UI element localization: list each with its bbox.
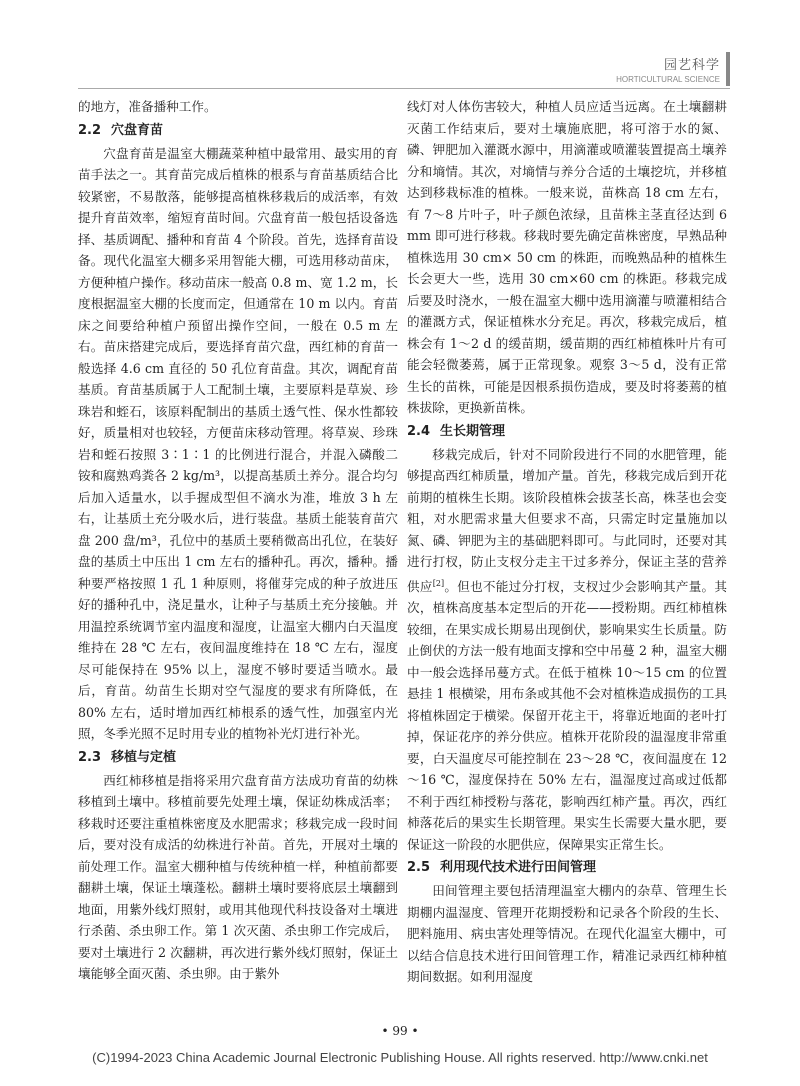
page-number: • 99 •	[381, 1024, 419, 1038]
section-heading-2-5: 2.5 利用现代技术进行田间管理	[407, 860, 597, 876]
paragraph: 穴盘育苗是温室大棚蔬菜种植中最常用、最实用的育苗手法之一。其育苗完成后植株的根系与育苗基质结合比较紧密，不易散落，能够提高植株移栽后的成活率，有效提升育苗效率，缩短育苗时间。穴盘育苗一般包括设备选择、基质调配、播种和育苗 4 个阶段。首先，选择育苗设备。现代化温室大棚多采用智能大棚，可选用移动苗床，方便种植户操作。移动苗床一般高 0.8 m、宽 1.2 m，长度根据温室大棚的长度而定，但通常在 10 m 以内。育苗床之间要给种植户预留出操作空间，一般在 0.5 m 左右。苗床搭建完成后，要选择育苗穴盘，西红柿的育苗一般选择 4.6 cm 直径的 50 孔位育苗盘。其次，调配育苗基质。育苗基质属于人工配制土壤，主要原料是草炭、珍珠岩和蛭石，该原料配制出的基质土透气性、保水性都较好，质量相对也较轻，方便苗床移动管理。将草炭、珍珠岩和蛭石按照 3∶1∶1 的比例进行混合，并混入磷酸二铵和腐熟鸡粪各 2 kg/m³，以提高基质土养分。混合均匀后加入适量水，以手握成型但不滴水为准，堆放 3 h 左右，让基质土充分吸水后，进行装盘。基质土能装育苗穴盘 200 盘/m³，孔位中的基质土要稍微高出孔位，在装好盘的基质土中压出 1 cm 左右的播种孔。再次，播种。播种要严格按照 1 孔 1 种原则，将催芽完成的种子放进压好的播种孔中，浇足量水，让种子与基质土充分接触。并用温控系统调节室内温度和湿度，让温室大棚内白天温度维持在 28 ℃ 左右，夜间温度维持在 18 ℃ 左右，湿度尽可能保持在 95% 以上，湿度不够时要适当喷水。最后，育苗。幼苗生长期对空气湿度的要求有所降低，在 80% 左右，适时增加西红柿根系的透气性，加强室内光照，冬季光照不足时用专业的植物补光灯进行补光。	[78, 145, 398, 741]
journal-title-cn: 园艺科学	[663, 58, 720, 73]
citation: [2]	[432, 578, 445, 588]
header-bar	[726, 52, 730, 86]
paragraph: 移栽完成后，针对不同阶段进行不同的水肥管理，能够提高西红柿质量，增加产量。首先，移栽完成后到开花前期的植株生长期。该阶段植株会拔茎长高，株茎也会变粗，对水肥需求量大但要求不高，只需定时定量施加以氮、磷、钾肥为主的基础肥料即可。与此同时，还要对其进行打杈，防止支杈分走主干过多养分，保证主茎的营养供应[2]。但也不能过分打杈，支杈过少会影响其产量。其次，植株高度基本定型后的开花——授粉期。西红柿植株较细，在果实成长期易出现倒伏，影响果实生长质量。防止倒伏的方法一般有地面支撑和空中吊蔓 2 种，温室大棚中一般会选择吊蔓方式。在低于植株 10～15 cm 的位置悬挂 1 根横梁，用布条或其他不会对植株造成损伤的工具将植株固定于横梁。保留开花主干，将靠近地面的老叶打掉，保证花序的养分供应。植株开花阶段的温湿度非常重要，白天温度尽可能控制在 23～28 ℃，夜间温度在 12～16 ℃，湿度保持在 50% 左右，温湿度过高或过低都不利于西红柿授粉与落花，影响西红柿产量。再次，西红柿落花后的果实生长期管理。果实生长需要大量水肥，要保证这一阶段的水肥供应，保障果实正常生长。	[407, 446, 728, 852]
running-header	[616, 54, 720, 84]
section-heading-2-4: 2.4 生长期管理	[407, 423, 506, 439]
paragraph: 田间管理主要包括清理温室大棚内的杂草、管理生长期棚内温湿度、管理开花期授粉和记录各个阶段的生长、肥料施用、病虫害处理等情况。在现代化温室大棚中，可以结合信息技术进行田间管理工作，精准记录西红柿种植期间数据。如利用湿度	[407, 883, 727, 985]
header-rule	[78, 88, 730, 89]
paragraph: 的地方，准备播种工作。	[78, 99, 217, 114]
journal-title-en: HORTICULTURAL SCIENCE	[616, 75, 720, 84]
paragraph: 线灯对人体伤害较大，种植人员应适当远离。在土壤翻耕灭菌工作结束后，要对土壤施底肥，将可溶于水的氮、磷、钾肥加入灌溉水源中，用滴灌或喷灌装置提高土壤养分和墒情。其次，对墒情与养分合适的土壤挖坑，并移植达到移栽标准的植株。一般来说，苗株高 18 cm 左右，有 7～8 片叶子，叶子颜色浓绿，且苗株主茎直径达到 6 mm 即可进行移栽。移栽时要先确定苗株密度，早熟品种植株选用 30 cm× 50 cm 的株距，而晚熟品种的植株生长会更大一些，选用 30 cm×60 cm 的株距。移栽完成后要及时浇水，一般在温室大棚中选用滴灌与喷灌相结合的灌溉方式，保证植株水分充足。再次，移栽完成后，植株会有 1～2 d 的缓苗期，缓苗期的西红柿植株叶片有可能会轻微萎蔫，属于正常现象。观察 3～5 d，没有正常生长的苗株，可能是因根系损伤造成，要及时将萎蔫的植株拔除，更换新苗株。	[407, 99, 727, 415]
right-column	[407, 96, 727, 988]
paragraph: 西红柿移植是指将采用穴盘育苗方法成功育苗的幼株移植到土壤中。移植前要先处理土壤，保证幼株成活率；移栽时还要注重植株密度及水肥需求；移栽完成一段时间后，要对没有成活的幼株进行补苗。首先，开展对土壤的前处理工作。温室大棚种植与传统种植一样，种植前都要翻耕土壤，保证土壤蓬松。翻耕土壤时要将底层土壤翻到地面，用紫外线灯照射，或用其他现代科技设备对土壤进行杀菌、杀虫卵工作。第 1 次灭菌、杀虫卵工作完成后，要对土壤进行 2 次翻耕，再次进行紫外线灯照射，保证土壤能够全面灭菌、杀虫卵。由于紫外	[78, 772, 398, 981]
section-heading-2-3: 2.3 移植与定植	[78, 749, 177, 765]
copyright-footer: (C)1994-2023 China Academic Journal Electronic Publishing House. All rights reserved. http://www.cnki.net	[92, 1050, 708, 1065]
left-column	[78, 96, 398, 985]
section-heading-2-2: 2.2 穴盘育苗	[78, 122, 164, 138]
